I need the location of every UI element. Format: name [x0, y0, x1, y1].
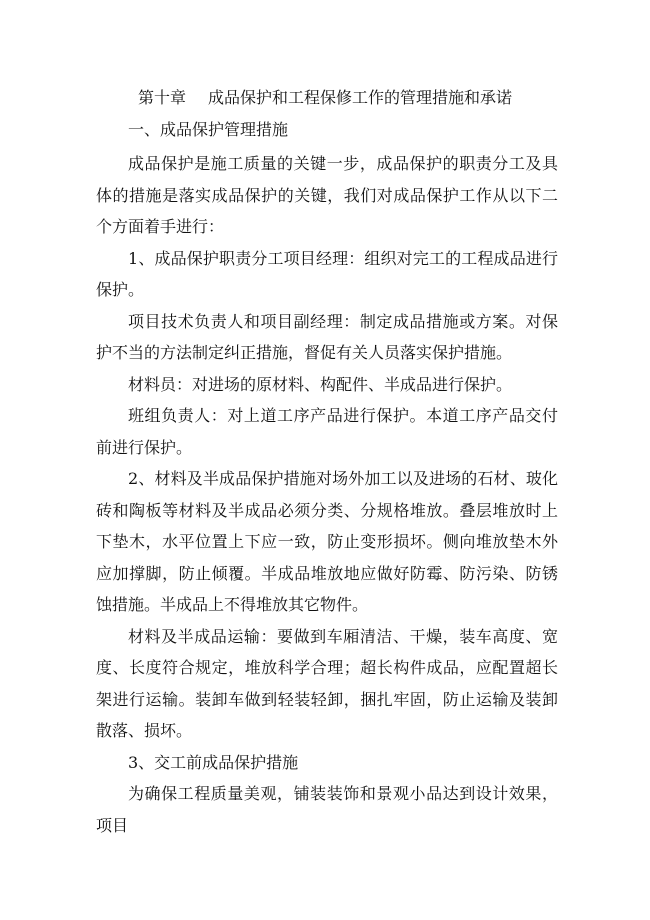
paragraph: 2、材料及半成品保护措施对场外加工以及进场的石材、玻化砖和陶板等材料及半成品必须分类、分规格堆放。叠层堆放时上下垫木，水平位置上下应一致，防止变形损坏。侧向堆放垫木外应加撑脚，防止倾覆。半成品堆放地应做好防霉、防污染、防锈蚀措施。半成品上不得堆放其它物件。 — [96, 469, 558, 614]
paragraph: 为确保工程质量美观，铺装装饰和景观小品达到设计效果，项目 — [96, 784, 558, 835]
paragraph: 1、成品保护职责分工项目经理：组织对完工的工程成品进行保护。 — [96, 248, 558, 299]
paragraph: 班组负责人：对上道工序产品进行保护。本道工序产品交付前进行保护。 — [96, 406, 558, 457]
chapter-title — [0, 88, 650, 108]
paragraph: 3、交工前成品保护措施 — [128, 752, 299, 772]
paragraph: 成品保护是施工质量的关键一步，成品保护的职责分工及具体的措施是落实成品保护的关键，我们对成品保护工作从以下二个方面着手进行： — [96, 154, 558, 236]
chapter-number: 第十章 — [137, 88, 186, 107]
paragraph: 项目技术负责人和项目副经理：制定成品措施或方案。对保护不当的方法制定纠正措施，督促有关人员落实保护措施。 — [96, 311, 558, 362]
chapter-title-text: 成品保护和工程保修工作的管理措施和承诺 — [208, 88, 513, 107]
document-body — [96, 148, 558, 841]
paragraph: 材料员：对进场的原材料、构配件、半成品进行保护。 — [128, 374, 513, 394]
section-heading: 一、成品保护管理措施 — [128, 120, 289, 139]
paragraph: 材料及半成品运输：要做到车厢清洁、干燥，装车高度、宽度、长度符合规定，堆放科学合理；超长构件成品，应配置超长架进行运输。装卸车做到轻装轻卸，捆扎牢固，防止运输及装卸散落、损坏。 — [96, 626, 558, 740]
